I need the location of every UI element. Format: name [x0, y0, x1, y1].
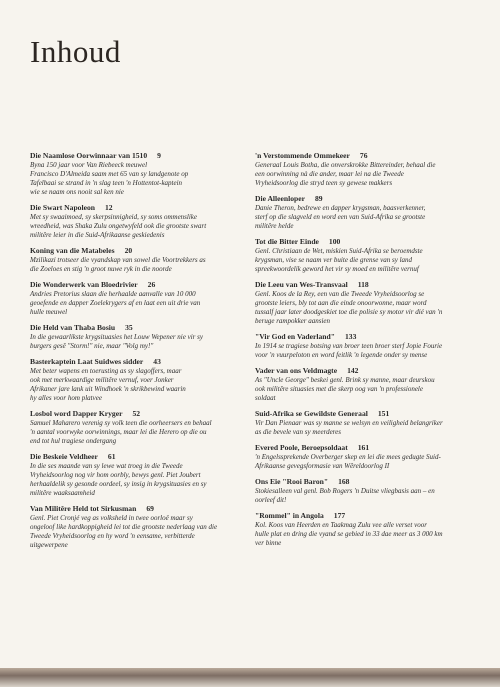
- toc-entry-description-line: krygsman, vise se naam ver buite die grense van sy land: [255, 256, 413, 264]
- toc-entry-description: [255, 204, 483, 231]
- toc-entry-description-line: spreekwoordelik geword het vir sy moed en militêre vernuf: [255, 265, 419, 273]
- toc-entry-page-number: 133: [344, 332, 357, 341]
- toc-entry-title: 'n Verstommende Ommekeer: [255, 151, 350, 160]
- toc-entry-description-line: voor 'n vuurpeloton en word feitlik 'n legende onder sy mense: [255, 351, 428, 359]
- toc-entry-description: [30, 161, 258, 197]
- toc-entry: [255, 332, 483, 360]
- page-title: Inhoud: [30, 34, 121, 69]
- toc-entry-page-number: 168: [338, 477, 350, 486]
- toc-entry-description-line: Genl. Koos de la Rey, een van die Tweede Vryheidsoorlog se: [255, 290, 425, 298]
- toc-entry-description: [30, 419, 258, 446]
- toc-entry-heading: [255, 443, 483, 453]
- toc-entry-title: Van Militêre Held tot Sirkusman: [30, 504, 137, 513]
- toc-entry-description-line: Kol. Koos van Heerden en Taakmag Zulu vee alle verset voor: [255, 521, 427, 529]
- toc-entry-title: Basterkaptein Laat Suidwes sidder: [30, 357, 144, 366]
- toc-entry-description-line: In 1914 se tragiese botsing van broer teen broer sterf Jopie Fourie: [255, 342, 443, 350]
- toc-entry-description-line: Byna 150 jaar voor Van Riebeeck meuwel: [30, 161, 148, 169]
- toc-entry-description-line: Generaal Louis Botha, die onverskrokke Bittereinder, behaal die: [255, 161, 436, 169]
- toc-entry-description-line: militêre waaksaamheid: [30, 489, 95, 497]
- toc-entry-description: [255, 376, 483, 403]
- toc-entry-description-line: as die bevele van sy meerderes: [255, 428, 341, 436]
- toc-entry-page-number: 69: [146, 504, 154, 513]
- toc-entry-title: Die Wonderwerk van Bloedrivier: [30, 280, 138, 289]
- toc-entry-heading: [255, 151, 483, 161]
- toc-entry-page-number: 76: [359, 151, 368, 160]
- toc-entry-description-line: wie se naam ons nooit sal ken nie: [30, 188, 124, 196]
- toc-entry-heading: [255, 332, 483, 342]
- toc-entry-page-number: 177: [333, 511, 346, 520]
- toc-entry-description: [255, 161, 483, 188]
- toc-entry-page-number: 61: [107, 452, 116, 461]
- toc-entry-page-number: 89: [314, 194, 323, 203]
- toc-entry-description: [30, 213, 258, 240]
- toc-entry-page-number: 12: [104, 203, 113, 212]
- toc-entry-description-line: Samuel Maharero verenig sy volk teen die oorheersers en behaal: [30, 419, 212, 427]
- toc-entry-heading: [30, 504, 258, 514]
- toc-entry-title: Die Beskeie Veldheer: [30, 452, 98, 461]
- toc-entry-heading: [255, 366, 483, 376]
- toc-entry: [255, 443, 483, 471]
- toc-entry-description-line: ver binne: [255, 539, 282, 547]
- toc-entry-description-line: Danie Theron, bedrewe en dapper krygsman, baasverkenner,: [255, 204, 426, 212]
- toc-entry: [255, 237, 483, 274]
- toc-entry-title: Die Held van Thaba Bosiu: [30, 323, 116, 332]
- toc-entry-title: "Rommel" in Angola: [255, 511, 324, 520]
- toc-entry-page-number: 35: [125, 323, 133, 332]
- toc-entry-heading: [30, 280, 258, 290]
- toc-entry-description-line: wreedheid, was Shaka Zulu ongetwyfeld ook die grootste swart: [30, 222, 207, 230]
- toc-entry-description-line: 'n Engelssprekende Overberger skep en lei die mees gedugte Suid-: [255, 453, 441, 461]
- toc-entry-description-line: Afrikaanse gevegsformasie van Wêreldoorlog II: [255, 462, 390, 470]
- toc-entry-title: Die Swart Napoleon: [30, 203, 95, 212]
- toc-entry-title: Vader van ons Veldmagte: [255, 366, 338, 375]
- toc-entry-description-line: militêre leier in die Suid-Afrikaanse geskiedenis: [30, 231, 165, 239]
- toc-entry-heading: [255, 280, 483, 290]
- toc-entry: [30, 357, 258, 403]
- toc-entry-description-line: ook met merkwaardige militêre vernuf, voer Jonker: [30, 376, 174, 384]
- toc-entry-heading: [255, 237, 483, 247]
- toc-entry-page-number: 43: [153, 357, 161, 366]
- toc-entry: [30, 203, 258, 240]
- toc-entry: [255, 477, 483, 505]
- toc-entry-title: Suid-Afrika se Gewildste Generaal: [255, 409, 368, 418]
- toc-entry: [255, 151, 483, 188]
- toc-entry: [255, 194, 483, 231]
- toc-entry-description-line: hy alles voor hom platvee: [30, 394, 102, 402]
- toc-entry-description: [255, 419, 483, 437]
- toc-entry-description-line: Tweede Vryheidsoorlog en hy word 'n eensame, verbitterde: [30, 532, 195, 540]
- toc-entry-description-line: Francisco D'Almeida saam met 65 van sy landgenote op: [30, 170, 189, 178]
- toc-entry-page-number: 142: [347, 366, 359, 375]
- toc-entry-page-number: 9: [157, 151, 161, 160]
- toc-entry-page-number: 26: [147, 280, 156, 289]
- toc-entry-description-line: In die gewaarlikste krygsituasies het Louw Wepener nie vir sy: [30, 333, 203, 341]
- toc-entry-title: Ons Eie "Rooi Baron": [255, 477, 329, 486]
- toc-entry-heading: [255, 194, 483, 204]
- toc-entry-description: [255, 342, 483, 360]
- toc-entry-description-line: 'n aantal voorwyke oorwinnings, maar lei die Herero op die ou: [30, 428, 207, 436]
- toc-entry-description-line: burgers gesê "Storm!" nie, maar "Volg my!": [30, 342, 154, 350]
- toc-entry-title: Evered Poole, Beroepsoldaat: [255, 443, 348, 452]
- toc-entry: [30, 409, 258, 446]
- toc-entry-description-line: een oorwinning nà die ander, maar lei na die Tweede: [255, 170, 404, 178]
- toc-entry-description-line: hulle plat en dring die vyand se gebied in 33 dae meer as 3 000 km: [255, 530, 443, 538]
- toc-entry: [30, 280, 258, 317]
- toc-entry-title: Koning van die Matabeles: [30, 246, 115, 255]
- toc-entry-description-line: Genl. Christiaan de Wet, miskien Suid-Afrika se beroemdste: [255, 247, 423, 255]
- toc-entry-title: Die Leeu van Wes-Transvaal: [255, 280, 348, 289]
- toc-right-column: [255, 151, 483, 554]
- toc-entry-description-line: Afrikaner jare lank uit Windhoek 'n skrikbewind waarin: [30, 385, 186, 393]
- toc-entry-description-line: oorleef dit!: [255, 496, 287, 504]
- toc-left-column: [30, 151, 258, 556]
- toc-entry-description-line: Vryheidsoorlog nog vir hom oorbly, bewys genl. Piet Joubert: [30, 471, 201, 479]
- toc-entry-description: [30, 290, 258, 317]
- toc-entry-heading: [30, 452, 258, 462]
- toc-entry-page-number: 161: [357, 443, 370, 452]
- toc-entry-description-line: ook militêre situasies met die skerp oog van 'n professionele: [255, 385, 423, 393]
- toc-entry-page-number: 151: [377, 409, 390, 418]
- toc-entry-description-line: As "Uncle George" beskei genl. Brink sy manne, maar deurskou: [255, 376, 435, 384]
- toc-entry-description: [255, 247, 483, 274]
- toc-entry: [30, 323, 258, 351]
- toc-entry: [255, 409, 483, 437]
- toc-entry-heading: [30, 203, 258, 213]
- toc-entry-description: [255, 290, 483, 326]
- toc-entry-title: Losbol word Dapper Kryger: [30, 409, 123, 418]
- toc-entry-description-line: uitgewerpene: [30, 541, 68, 549]
- toc-entry-description-line: Vryheidsoorlog die stryd teen sy gewese makkers: [255, 179, 393, 187]
- toc-entry-title: Tot die Bitter Einde: [255, 237, 319, 246]
- toc-entry-description-line: end tot hul tragiese ondergang: [30, 437, 117, 445]
- toc-entry-title: Die Alleenloper: [255, 194, 305, 203]
- toc-entry-description-line: sterf op die slagveld en word een van Suid-Afrika se grootste: [255, 213, 426, 221]
- toc-entry-description-line: hulle meuwel: [30, 308, 68, 316]
- toc-entry-description: [255, 453, 483, 471]
- page-bottom-edge: [0, 668, 500, 687]
- toc-entry-description: [30, 514, 258, 550]
- toc-entry-description-line: herhaaldelik sy gesonde oordeel, sy insig in krygsituasies en sy: [30, 480, 207, 488]
- toc-entry-heading: [255, 409, 483, 419]
- toc-entry-heading: [30, 409, 258, 419]
- toc-entry-description-line: Stokiesalleen val genl. Bob Rogers 'n Duitse vliegbasis aan – en: [255, 487, 435, 495]
- toc-entry-page-number: 52: [132, 409, 141, 418]
- toc-entry-description-line: ongeloof like hardkoppigheid lei tot die grootste nederlaag van die: [30, 523, 218, 531]
- toc-entry: [30, 452, 258, 498]
- toc-entry-description-line: grootste leiers, bly tot aan die einde onoorwonne, maar word: [255, 299, 427, 307]
- toc-entry: [255, 511, 483, 548]
- toc-entry: [255, 366, 483, 403]
- toc-entry-description-line: Met beter wapens en toerusting as sy slagoffers, maar: [30, 367, 182, 375]
- toc-entry-description: [255, 521, 483, 548]
- toc-entry-title: "Vir God en Vaderland": [255, 332, 335, 341]
- toc-entry-description-line: Tafelbaai se strand in 'n slag teen 'n Hottentot-kaptein: [30, 179, 183, 187]
- toc-entry-description-line: In die ses maande van sy lewe wat troeg in die Tweede: [30, 462, 183, 470]
- toc-entry-page-number: 118: [357, 280, 369, 289]
- toc-entry-description-line: Genl. Piet Cronjé veg as volksheld in twee oorloë maar sy: [30, 514, 193, 522]
- toc-entry-heading: [255, 511, 483, 521]
- toc-entry-title: Die Naamlose Oorwinnaar van 1510: [30, 151, 148, 160]
- toc-entry-heading: [30, 246, 258, 256]
- toc-entry-description-line: Met sy swaaimoed, sy skerpsinnigheid, sy soms ommenslike: [30, 213, 198, 221]
- toc-entry: [30, 151, 258, 197]
- toc-entry-description: [30, 333, 258, 351]
- toc-entry-description-line: Andries Pretorius slaan die herhaalde aanvalle van 10 000: [30, 290, 196, 298]
- toc-entry-description-line: Vir Dan Pienaar was sy manne se welsyn en veiligheid belangriker: [255, 419, 443, 427]
- toc-entry-description-line: die Zoeloes en stig 'n groot nuwe ryk in die noorde: [30, 265, 172, 273]
- toc-entry: [30, 246, 258, 274]
- toc-entry-description-line: tussalf jaar later doodgeskiet toe die polisie sy motor vir dié van 'n: [255, 308, 443, 316]
- toc-entry-description-line: geoefende en dapper Zoelekrygers af en laat een uit drie van: [30, 299, 201, 307]
- toc-entry-heading: [30, 323, 258, 333]
- toc-entry-description: [30, 462, 258, 498]
- toc-entry-description: [30, 367, 258, 403]
- toc-entry-description-line: militêre helde: [255, 222, 294, 230]
- toc-entry-page-number: 100: [328, 237, 341, 246]
- toc-entry-heading: [255, 477, 483, 487]
- toc-entry: [255, 280, 483, 326]
- toc-entry-heading: [30, 151, 258, 161]
- toc-entry-description-line: beruge rampokker aansien: [255, 317, 331, 325]
- toc-entry-description: [255, 487, 483, 505]
- toc-entry-page-number: 20: [124, 246, 133, 255]
- toc-entry: [30, 504, 258, 550]
- toc-entry-heading: [30, 357, 258, 367]
- toc-entry-description-line: soldaat: [255, 394, 276, 402]
- toc-entry-description: [30, 256, 258, 274]
- toc-entry-description-line: Mzilikazi trotseer die vyandskap van sowel die Voortrekkers as: [30, 256, 206, 264]
